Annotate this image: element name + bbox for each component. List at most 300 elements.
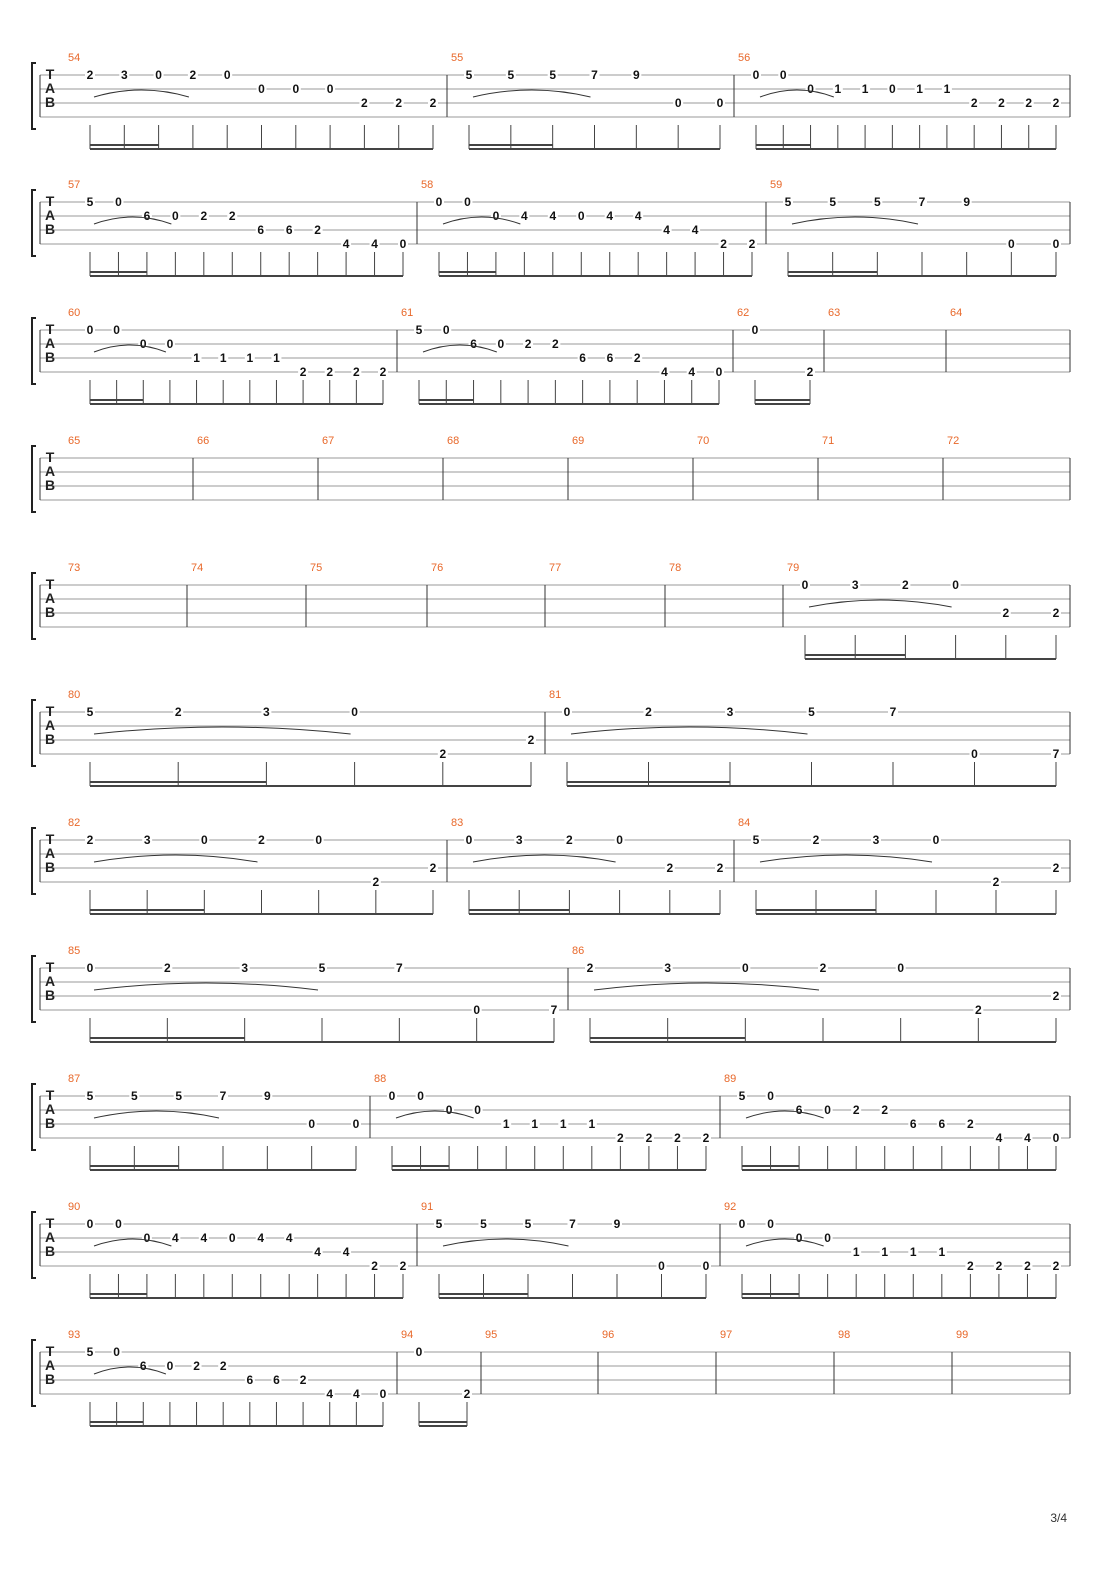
fret-number: 5 — [86, 195, 94, 209]
slur — [473, 90, 591, 97]
slur — [746, 1111, 824, 1118]
system-bracket — [32, 1084, 36, 1150]
fret-number: 0 — [952, 578, 959, 592]
fret-number: 1 — [246, 351, 254, 365]
fret-number: 2 — [566, 833, 573, 847]
system-bracket — [32, 190, 36, 256]
fret-number: 2 — [463, 1387, 471, 1401]
fret-number: 1 — [588, 1117, 596, 1131]
measure-number: 80 — [68, 689, 81, 701]
fret-number: 2 — [1025, 96, 1033, 110]
fret-number: 2 — [806, 365, 814, 379]
measure-number: 78 — [669, 562, 682, 574]
fret-number: 5 — [415, 323, 423, 337]
fret-number: 0 — [417, 1089, 424, 1103]
measure-number: 99 — [956, 1329, 969, 1341]
fret-number: 0 — [1052, 237, 1060, 251]
fret-number: 4 — [257, 1231, 265, 1245]
tab-clef-letter: B — [44, 1115, 56, 1131]
fret-number: 2 — [372, 875, 380, 889]
fret-number: 0 — [166, 337, 174, 351]
tab-clef-letter: B — [44, 987, 56, 1003]
fret-number: 0 — [139, 337, 147, 351]
slur — [94, 217, 171, 224]
fret-number: 2 — [429, 96, 437, 110]
fret-number: 4 — [326, 1387, 334, 1401]
fret-number: 5 — [480, 1217, 487, 1231]
fret-number: 5 — [808, 705, 815, 719]
measure-number: 61 — [401, 307, 414, 319]
tab-clef-letter: T — [45, 1087, 55, 1103]
tab-clef-letter: A — [44, 335, 56, 351]
tab-clef-letter: B — [44, 859, 56, 875]
measure-number: 56 — [738, 52, 751, 64]
slur — [94, 983, 318, 990]
fret-number: 5 — [435, 1217, 443, 1231]
fret-number: 2 — [219, 1359, 227, 1373]
fret-number: 0 — [115, 195, 122, 209]
fret-number: 2 — [974, 1003, 982, 1017]
tab-clef-letter: T — [45, 321, 55, 337]
fret-number: 6 — [909, 1117, 917, 1131]
page-number: 3/4 — [1050, 1511, 1067, 1525]
measure-number: 70 — [697, 435, 710, 447]
fret-number: 2 — [1052, 861, 1060, 875]
fret-number: 1 — [852, 1245, 860, 1259]
fret-number: 4 — [200, 1231, 208, 1245]
tab-system — [32, 307, 1070, 404]
tab-clef-letter: A — [44, 1357, 56, 1373]
slur — [423, 345, 497, 352]
fret-number: 3 — [664, 961, 672, 975]
fret-number: 2 — [967, 1259, 974, 1273]
fret-number: 2 — [527, 733, 535, 747]
fret-number: 2 — [666, 861, 674, 875]
fret-number: 2 — [645, 1131, 653, 1145]
fret-number: 5 — [86, 705, 94, 719]
tab-clef-letter: T — [45, 1343, 55, 1359]
fret-number: 3 — [263, 705, 270, 719]
slur — [746, 1239, 824, 1246]
fret-number: 4 — [549, 209, 557, 223]
fret-number: 1 — [861, 82, 869, 96]
fret-number: 1 — [559, 1117, 567, 1131]
tab-clef-letter: A — [44, 590, 56, 606]
fret-number: 1 — [531, 1117, 539, 1131]
measure-number: 65 — [68, 435, 81, 447]
system-bracket — [32, 573, 36, 639]
fret-number: 7 — [569, 1217, 576, 1231]
system-bracket — [32, 446, 36, 512]
tab-clef-letter: A — [44, 207, 56, 223]
fret-number: 9 — [613, 1217, 621, 1231]
fret-number: 5 — [829, 195, 837, 209]
measure-number: 67 — [322, 435, 335, 447]
fret-number: 0 — [415, 1345, 423, 1359]
measure-number: 54 — [68, 52, 81, 64]
fret-number: 6 — [579, 351, 586, 365]
fret-number: 0 — [577, 209, 585, 223]
fret-number: 2 — [1052, 1259, 1060, 1273]
fret-number: 0 — [824, 1103, 831, 1117]
measure-number: 88 — [374, 1073, 387, 1085]
fret-number: 0 — [674, 96, 682, 110]
tab-clef-letter: A — [44, 80, 56, 96]
fret-number: 5 — [86, 1345, 94, 1359]
fret-number: 4 — [371, 237, 378, 251]
tab-system — [32, 689, 1070, 786]
fret-number: 4 — [172, 1231, 179, 1245]
fret-number: 1 — [834, 82, 842, 96]
fret-number: 2 — [314, 223, 321, 237]
fret-number: 3 — [851, 578, 859, 592]
fret-number: 1 — [943, 82, 951, 96]
measure-number: 72 — [947, 435, 960, 447]
fret-number: 3 — [241, 961, 249, 975]
measure-number: 75 — [310, 562, 323, 574]
fret-number: 0 — [86, 1217, 94, 1231]
fret-number: 0 — [563, 705, 571, 719]
fret-number: 3 — [120, 68, 128, 82]
fret-number: 0 — [473, 1003, 481, 1017]
fret-number: 0 — [445, 1103, 453, 1117]
fret-number: 1 — [273, 351, 280, 365]
slur — [94, 727, 351, 734]
fret-number: 4 — [521, 209, 528, 223]
tab-clef-letter: A — [44, 717, 56, 733]
slur — [94, 90, 189, 97]
measure-number: 93 — [68, 1329, 81, 1341]
fret-number: 0 — [801, 578, 809, 592]
measure-number: 73 — [68, 562, 81, 574]
measure-number: 57 — [68, 179, 81, 191]
fret-number: 5 — [524, 1217, 532, 1231]
measure-number: 62 — [737, 307, 750, 319]
slur — [94, 345, 166, 352]
fret-number: 2 — [812, 833, 820, 847]
slur — [792, 217, 918, 224]
fret-number: 4 — [661, 365, 668, 379]
fret-number: 0 — [751, 323, 759, 337]
fret-number: 0 — [379, 1387, 387, 1401]
fret-number: 2 — [379, 365, 387, 379]
fret-number: 2 — [852, 1103, 860, 1117]
measure-number: 86 — [572, 945, 585, 957]
fret-number: 0 — [492, 209, 500, 223]
fret-number: 2 — [258, 833, 265, 847]
fret-number: 1 — [916, 82, 923, 96]
fret-number: 5 — [86, 1089, 94, 1103]
tab-clef-letter: B — [44, 1243, 56, 1259]
fret-number: 7 — [889, 705, 897, 719]
slur — [473, 855, 616, 862]
fret-number: 5 — [175, 1089, 183, 1103]
fret-number: 2 — [748, 237, 756, 251]
system-bracket — [32, 700, 36, 766]
fret-number: 2 — [439, 747, 447, 761]
fret-number: 2 — [995, 1259, 1003, 1273]
fret-number: 0 — [113, 1345, 120, 1359]
measure-number: 95 — [485, 1329, 498, 1341]
fret-number: 2 — [617, 1131, 624, 1145]
tab-system — [32, 52, 1070, 149]
fret-number: 2 — [881, 1103, 889, 1117]
fret-number: 0 — [889, 82, 896, 96]
fret-number: 6 — [139, 1359, 147, 1373]
tab-system — [32, 435, 1070, 512]
fret-number: 5 — [130, 1089, 138, 1103]
fret-number: 4 — [285, 1231, 293, 1245]
fret-number: 3 — [726, 705, 734, 719]
measure-number: 63 — [828, 307, 841, 319]
measure-number: 89 — [724, 1073, 737, 1085]
fret-number: 2 — [970, 96, 978, 110]
fret-number: 0 — [172, 209, 179, 223]
fret-number: 2 — [429, 861, 437, 875]
fret-number: 0 — [795, 1231, 803, 1245]
system-bracket — [32, 956, 36, 1022]
tab-clef-letter: T — [45, 1215, 55, 1231]
measure-number: 92 — [724, 1201, 737, 1213]
fret-number: 2 — [1002, 606, 1010, 620]
fret-number: 4 — [342, 237, 350, 251]
fret-number: 5 — [465, 68, 473, 82]
fret-number: 0 — [399, 237, 407, 251]
slur — [571, 727, 808, 734]
fret-number: 0 — [465, 833, 473, 847]
fret-number: 5 — [318, 961, 326, 975]
measure-number: 71 — [822, 435, 835, 447]
fret-number: 0 — [315, 833, 323, 847]
measure-number: 74 — [191, 562, 204, 574]
measure-number: 64 — [950, 307, 963, 319]
fret-number: 2 — [702, 1131, 710, 1145]
fret-number: 6 — [470, 337, 477, 351]
fret-number: 2 — [998, 96, 1005, 110]
fret-number: 0 — [223, 68, 231, 82]
fret-number: 0 — [115, 1217, 122, 1231]
fret-number: 6 — [938, 1117, 946, 1131]
fret-number: 0 — [716, 96, 724, 110]
fret-number: 6 — [795, 1103, 803, 1117]
fret-number: 9 — [632, 68, 640, 82]
fret-number: 0 — [86, 961, 94, 975]
tab-system — [32, 817, 1070, 914]
tab-clef-letter: T — [45, 66, 55, 82]
measure-number: 81 — [549, 689, 562, 701]
fret-number: 5 — [738, 1089, 746, 1103]
fret-number: 2 — [299, 1373, 307, 1387]
fret-number: 2 — [586, 961, 594, 975]
fret-number: 2 — [371, 1259, 378, 1273]
fret-number: 6 — [273, 1373, 280, 1387]
fret-number: 0 — [738, 1217, 746, 1231]
fret-number: 0 — [658, 1259, 665, 1273]
slur — [94, 1239, 171, 1246]
fret-number: 2 — [1052, 96, 1060, 110]
slur — [760, 855, 932, 862]
fret-number: 4 — [691, 223, 699, 237]
slur — [594, 983, 819, 990]
fret-number: 0 — [767, 1089, 774, 1103]
slur — [94, 855, 258, 862]
tab-clef-letter: T — [45, 576, 55, 592]
tab-clef-letter: T — [45, 959, 55, 975]
tab-clef-letter: A — [44, 845, 56, 861]
tab-clef-letter: A — [44, 973, 56, 989]
slur — [443, 217, 520, 224]
fret-number: 2 — [902, 578, 909, 592]
fret-number: 0 — [200, 833, 208, 847]
tab-clef-letter: B — [44, 604, 56, 620]
fret-number: 1 — [881, 1245, 889, 1259]
fret-number: 2 — [174, 705, 182, 719]
fret-number: 0 — [326, 82, 334, 96]
fret-number: 0 — [767, 1217, 774, 1231]
fret-number: 4 — [314, 1245, 321, 1259]
fret-number: 5 — [873, 195, 881, 209]
fret-number: 0 — [228, 1231, 236, 1245]
fret-number: 2 — [1052, 606, 1060, 620]
fret-number: 2 — [1024, 1259, 1031, 1273]
fret-number: 0 — [155, 68, 162, 82]
fret-number: 2 — [228, 209, 236, 223]
fret-number: 0 — [715, 365, 723, 379]
measure-number: 60 — [68, 307, 81, 319]
measure-number: 84 — [738, 817, 751, 829]
fret-number: 2 — [299, 365, 307, 379]
measure-number: 68 — [447, 435, 460, 447]
fret-number: 2 — [716, 861, 724, 875]
fret-number: 0 — [143, 1231, 151, 1245]
measure-number: 87 — [68, 1073, 81, 1085]
tab-clef-letter: T — [45, 703, 55, 719]
fret-number: 0 — [435, 195, 443, 209]
measure-number: 97 — [720, 1329, 733, 1341]
fret-number: 2 — [163, 961, 171, 975]
tab-clef-letter: B — [44, 477, 56, 493]
fret-number: 0 — [464, 195, 471, 209]
fret-number: 3 — [143, 833, 151, 847]
tab-clef-letter: A — [44, 463, 56, 479]
slur — [94, 1367, 166, 1374]
fret-number: 0 — [388, 1089, 396, 1103]
fret-number: 6 — [606, 351, 614, 365]
fret-number: 6 — [143, 209, 151, 223]
slur — [809, 600, 952, 607]
fret-number: 0 — [824, 1231, 831, 1245]
fret-number: 9 — [263, 1089, 271, 1103]
tab-clef-letter: B — [44, 1371, 56, 1387]
fret-number: 4 — [353, 1387, 360, 1401]
fret-number: 2 — [395, 96, 403, 110]
fret-number: 1 — [909, 1245, 917, 1259]
fret-number: 2 — [524, 337, 532, 351]
fret-number: 0 — [86, 323, 94, 337]
measure-number: 82 — [68, 817, 81, 829]
fret-number: 0 — [113, 323, 120, 337]
fret-number: 0 — [258, 82, 265, 96]
tab-system — [32, 945, 1070, 1042]
measure-number: 66 — [197, 435, 210, 447]
tab-clef-letter: A — [44, 1101, 56, 1117]
fret-number: 0 — [932, 833, 940, 847]
fret-number: 5 — [549, 68, 557, 82]
fret-number: 7 — [1052, 747, 1060, 761]
fret-number: 4 — [606, 209, 614, 223]
fret-number: 6 — [257, 223, 265, 237]
fret-number: 4 — [995, 1131, 1003, 1145]
tab-system — [32, 562, 1070, 659]
fret-number: 0 — [308, 1117, 316, 1131]
measure-number: 91 — [421, 1201, 434, 1213]
fret-number: 5 — [784, 195, 792, 209]
fret-number: 2 — [86, 68, 94, 82]
fret-number: 0 — [351, 705, 358, 719]
fret-number: 7 — [219, 1089, 227, 1103]
tab-system — [32, 179, 1070, 276]
fret-number: 3 — [515, 833, 523, 847]
fret-number: 0 — [292, 82, 300, 96]
fret-number: 2 — [86, 833, 94, 847]
system-bracket — [32, 1212, 36, 1278]
tab-clef-letter: B — [44, 94, 56, 110]
fret-number: 0 — [352, 1117, 360, 1131]
system-bracket — [32, 318, 36, 384]
fret-number: 2 — [189, 68, 197, 82]
fret-number: 0 — [752, 68, 760, 82]
measure-number: 90 — [68, 1201, 81, 1213]
system-bracket — [32, 828, 36, 894]
fret-number: 2 — [552, 337, 559, 351]
fret-number: 4 — [1024, 1131, 1031, 1145]
fret-number: 0 — [442, 323, 450, 337]
measure-number: 69 — [572, 435, 585, 447]
fret-number: 1 — [193, 351, 200, 365]
fret-number: 2 — [992, 875, 1000, 889]
tab-clef-letter: A — [44, 1229, 56, 1245]
fret-number: 2 — [326, 365, 334, 379]
fret-number: 2 — [633, 351, 641, 365]
fret-number: 2 — [720, 237, 727, 251]
fret-number: 0 — [497, 337, 505, 351]
fret-number: 2 — [819, 961, 827, 975]
tab-clef-letter: T — [45, 831, 55, 847]
measure-number: 83 — [451, 817, 464, 829]
fret-number: 3 — [872, 833, 880, 847]
tab-clef-letter: B — [44, 221, 56, 237]
fret-number: 7 — [918, 195, 926, 209]
fret-number: 9 — [963, 195, 971, 209]
fret-number: 0 — [971, 747, 978, 761]
fret-number: 4 — [634, 209, 642, 223]
fret-number: 2 — [645, 705, 652, 719]
slur — [760, 90, 834, 97]
measure-number: 55 — [451, 52, 464, 64]
fret-number: 0 — [741, 961, 749, 975]
fret-number: 7 — [550, 1003, 558, 1017]
tab-clef-letter: B — [44, 731, 56, 747]
fret-number: 7 — [591, 68, 598, 82]
fret-number: 0 — [897, 961, 905, 975]
tab-clef-letter: T — [45, 449, 55, 465]
measure-number: 96 — [602, 1329, 615, 1341]
fret-number: 0 — [166, 1359, 174, 1373]
fret-number: 2 — [967, 1117, 974, 1131]
fret-number: 1 — [502, 1117, 510, 1131]
measure-number: 79 — [787, 562, 800, 574]
tab-system — [32, 1201, 1070, 1298]
